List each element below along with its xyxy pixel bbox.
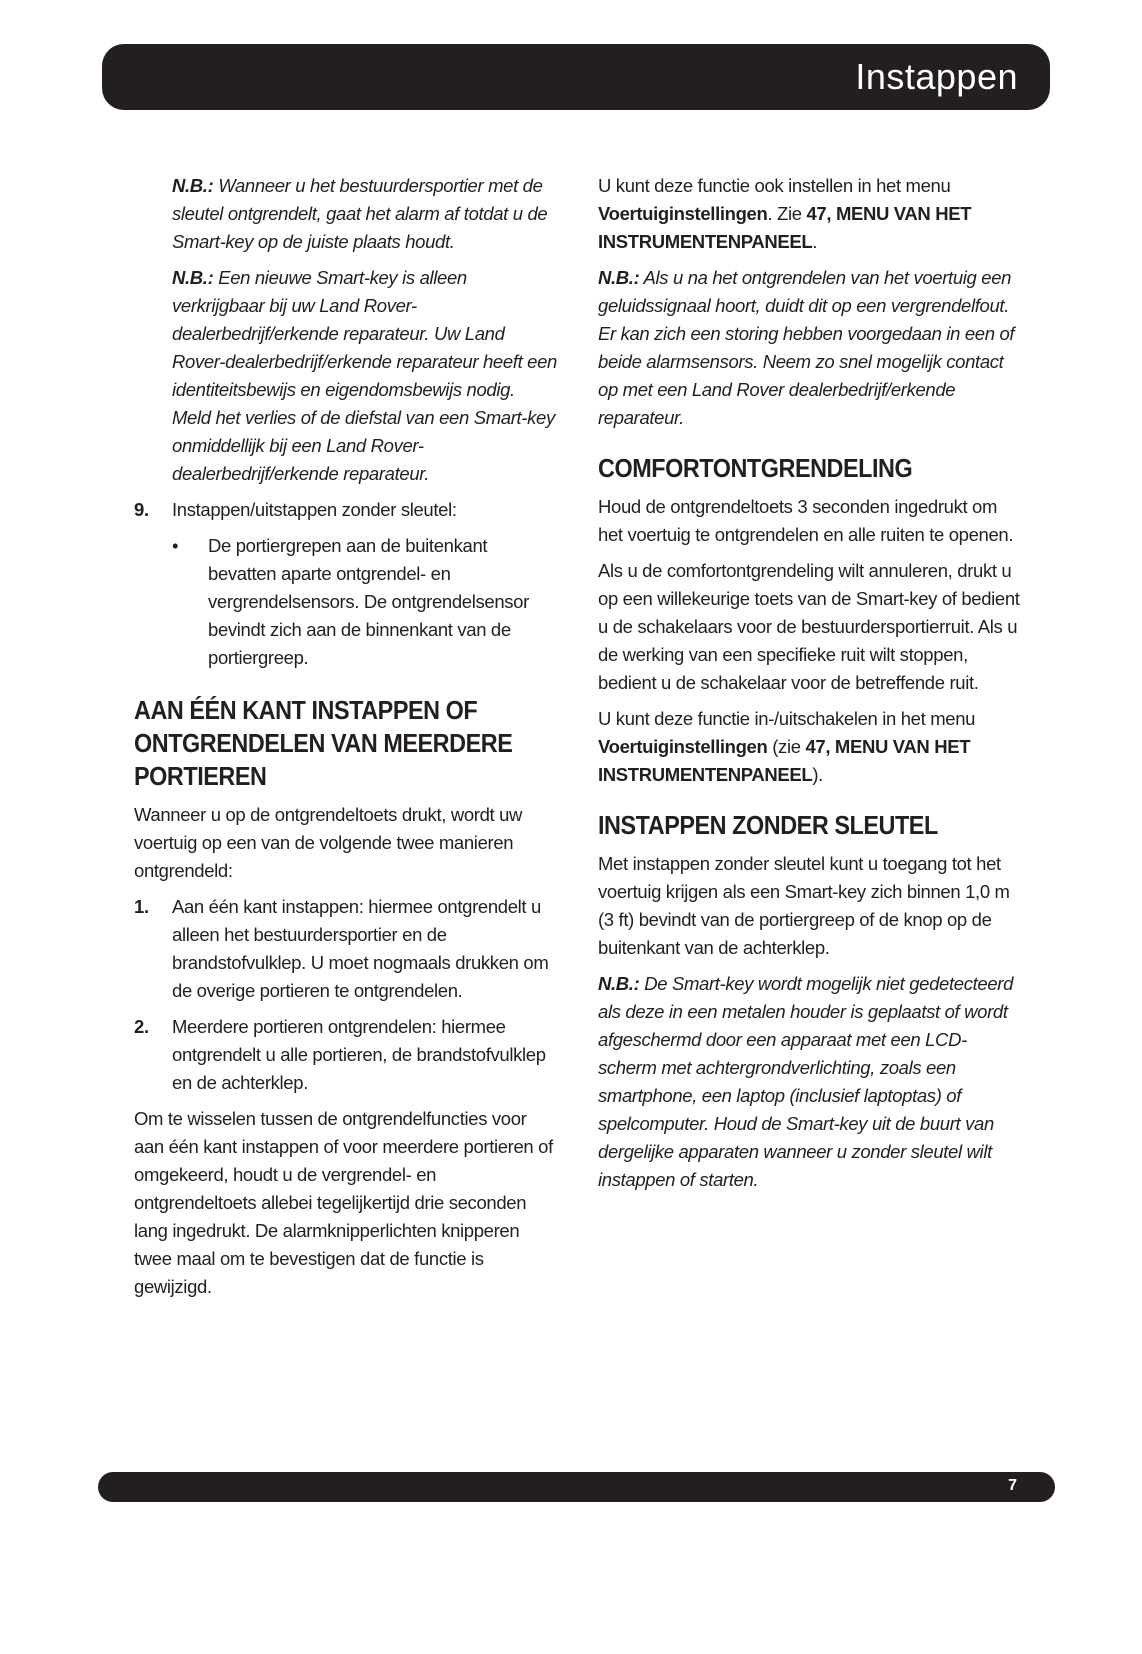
note-new-smart-key: N.B.: Een nieuwe Smart-key is alleen verkrijgbaar bij uw Land Rover-dealerbedrijf/erkende reparateur. Uw Land Rover-dealerbedrijf/erkende reparateur heeft een identiteitsbewijs en eigendomsbewijs nodig. <box>172 267 557 400</box>
list-item-9: 9. Instappen/uitstappen zonder sleutel: <box>134 499 457 520</box>
outro-paragraph: Om te wisselen tussen de ontgrendelfuncties voor aan één kant instappen of voor meerdere portieren of omgekeerd, houdt u de vergrendel- en ontgrendeltoets allebei tegelijkertijd drie seconden lang ingedrukt. De alarmknipperlichten knipperen twee maal om te bevestigen dat de functie is gewijzigd. <box>134 1108 553 1297</box>
page-number: 7 <box>1008 1477 1017 1494</box>
section-heading-single-multi-unlock: AAN ÉÉN KANT INSTAPPEN OF ONTGRENDELEN VAN MEERDERE PORTIEREN <box>134 695 513 791</box>
comfort-paragraph-3: U kunt deze functie in-/uitschakelen in het menu Voertuiginstellingen (zie 47, MENU VAN HET INSTRUMENTENPANEEL). <box>598 708 976 785</box>
left-column <box>134 172 560 1309</box>
note-alarm: N.B.: Wanneer u het bestuurdersportier met de sleutel ontgrendelt, gaat het alarm af totdat u de Smart-key op de juiste plaats houdt. <box>172 175 548 252</box>
note-lock-fault: N.B.: Als u na het ontgrendelen van het voertuig een geluidssignaal hoort, duidt dit op een vergrendelfout. Er kan zich een storing hebben voorgedaan in een of beide alarmsensors. Neem zo snel mogelijk contact op met een Land Rover dealerbedrijf/erkende reparateur. <box>598 267 1015 428</box>
keyless-paragraph: Met instappen zonder sleutel kunt u toegang tot het voertuig krijgen als een Smart-key zich binnen 1,0 m (3 ft) bevindt van de portiergreep of de knop op de buitenkant van de achterklep. <box>598 853 1010 958</box>
section-heading-keyless-entry: INSTAPPEN ZONDER SLEUTEL <box>598 810 938 840</box>
right-column <box>598 172 1024 1202</box>
menu-reference-paragraph: U kunt deze functie ook instellen in het menu Voertuiginstellingen. Zie 47, MENU VAN HET INSTRUMENTENPANEEL. <box>598 175 972 252</box>
section-heading-comfort-unlock: COMFORTONTGRENDELING <box>598 453 913 483</box>
page-title: Instappen <box>855 56 1018 97</box>
page-header-bar <box>102 44 1050 110</box>
list-item-1: 1. Aan één kant instappen: hiermee ontgrendelt u alleen het bestuurdersportier en de brandstofvulklep. U moet nogmaals drukken om de overige portieren te ontgrendelen. <box>134 896 549 1001</box>
comfort-paragraph-2: Als u de comfortontgrendeling wilt annuleren, drukt u op een willekeurige toets van de Smart-key of bedient u de schakelaars voor de bestuurdersportierruit. Als u de werking van een specifieke ruit wilt stoppen, bedient u de schakelaar voor de betreffende ruit. <box>598 560 1020 693</box>
page-footer-bar <box>98 1472 1055 1502</box>
bullet-item: • De portiergrepen aan de buitenkant bevatten aparte ontgrendel- en vergrendelsensors. De ontgrendelsensor bevindt zich aan de binnenkant van de portiergreep. <box>172 535 529 668</box>
menu-reference-link-2[interactable]: 47, MENU VAN HET INSTRUMENTENPANEEL <box>598 736 971 785</box>
menu-reference-link[interactable]: 47, MENU VAN HET INSTRUMENTENPANEEL <box>598 203 972 252</box>
list-item-2: 2. Meerdere portieren ontgrendelen: hiermee ontgrendelt u alle portieren, de brandstofvulklep en de achterklep. <box>134 1016 546 1093</box>
note-key-detection: N.B.: De Smart-key wordt mogelijk niet gedetecteerd als deze in een metalen houder is geplaatst of wordt afgeschermd door een apparaat met een LCD-scherm met achtergrondverlichting, zoals een smartphone, een laptop (inclusief laptoptas) of spelcomputer. Houd de Smart-key uit de buurt van dergelijke apparaten wanneer u zonder sleutel wilt instappen of starten. <box>598 973 1014 1190</box>
comfort-paragraph-1: Houd de ontgrendeltoets 3 seconden ingedrukt om het voertuig te ontgrendelen en alle ruiten te openen. <box>598 496 1014 545</box>
note-lost-key: Meld het verlies of de diefstal van een Smart-key onmiddellijk bij een Land Rover-dealerbedrijf/erkende reparateur. <box>172 407 555 484</box>
intro-paragraph: Wanneer u op de ontgrendeltoets drukt, wordt uw voertuig op een van de volgende twee manieren ontgrendeld: <box>134 804 523 881</box>
